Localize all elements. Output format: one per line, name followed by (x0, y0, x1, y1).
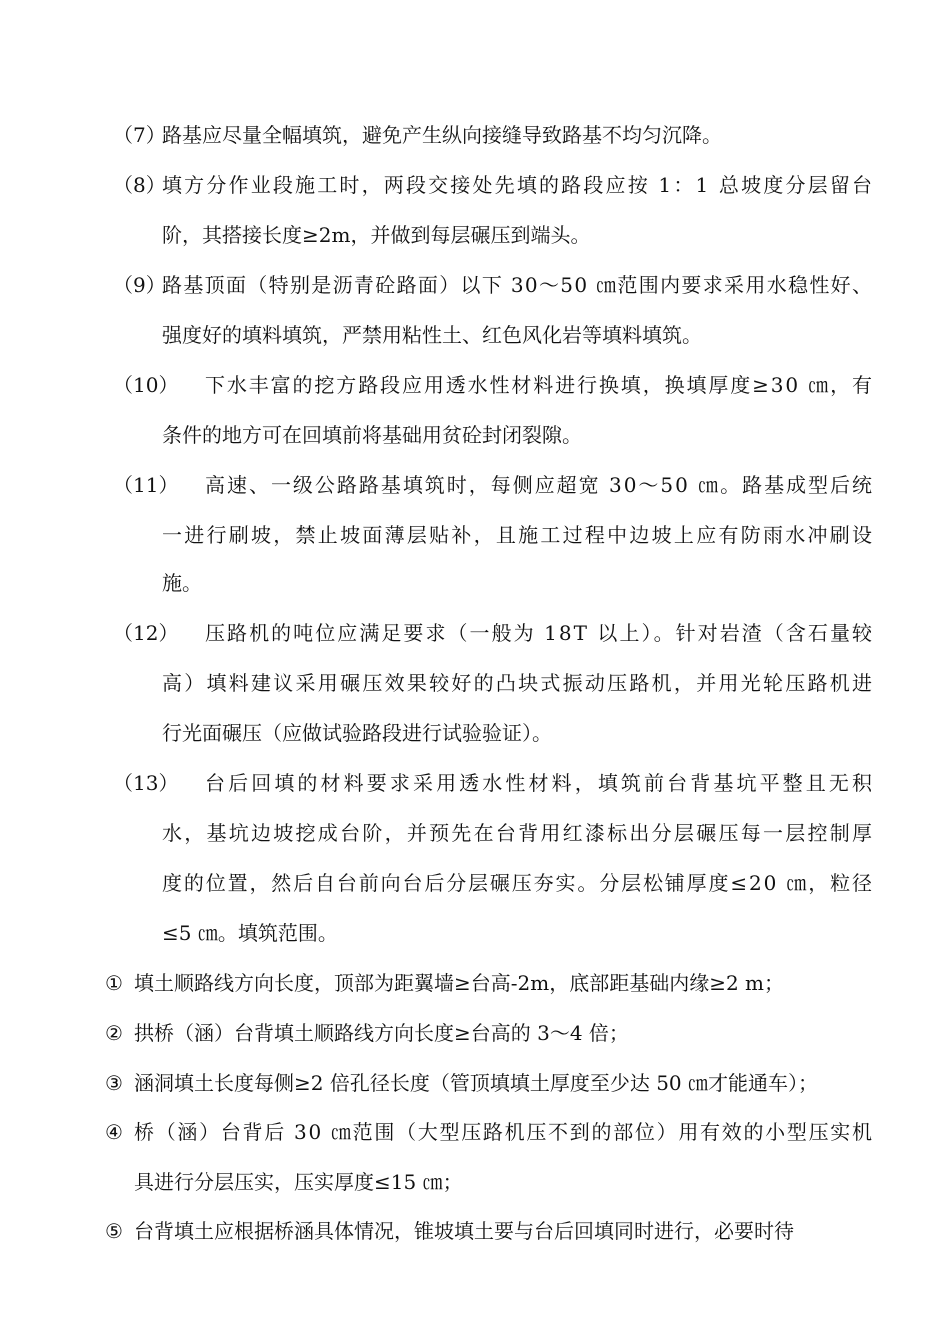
paragraph-item-text-line: 水，基坑边坡挖成台阶，并预先在台背用红漆标出分层碾压每一层控制厚 (162, 821, 875, 845)
paragraph-item-text-line: 一进行刷坡，禁止坡面薄层贴补，且施工过程中边坡上应有防雨水冲刷设 (162, 523, 875, 547)
paragraph-item-text-line: ≤5 ㎝。填筑范围。 (162, 921, 338, 945)
paragraph-item-text-line: 条件的地方可在回填前将基础用贫砼封闭裂隙。 (162, 423, 582, 447)
paragraph-item-text-line: 路基顶面（特别是沥青砼路面）以下 30～50 ㎝范围内要求采用水稳性好、 (162, 273, 874, 297)
paragraph-item-marker: （8） (113, 173, 166, 197)
paragraph-item-text-line: 度的位置，然后自台前向台后分层碾压夯实。分层松铺厚度≤20 ㎝，粒径 (162, 871, 874, 895)
circled-item-marker: ① (105, 971, 123, 995)
circled-item-text-line: 填土顺路线方向长度，顶部为距翼墙≥台高-2m，底部距基础内缘≥2 m； (134, 971, 785, 995)
paragraph-item-marker: （9） (113, 273, 166, 297)
circled-item-text-line: 具进行分层压实，压实厚度≤15 ㎝； (134, 1170, 463, 1194)
paragraph-item-text-line: 填方分作业段施工时，两段交接处先填的路段应按 1：1 总坡度分层留台 (162, 173, 875, 197)
paragraph-item-text-line: 下水丰富的挖方路段应用透水性材料进行换填，换填厚度≥30 ㎝，有 (205, 373, 874, 397)
circled-item-marker: ④ (105, 1120, 123, 1144)
circled-item-marker: ⑤ (105, 1219, 123, 1243)
paragraph-item-marker: （11） (113, 473, 179, 497)
circled-item-text-line: 拱桥（涵）台背填土顺路线方向长度≥台高的 3～4 倍； (134, 1021, 629, 1045)
paragraph-item-text-line: 台后回填的材料要求采用透水性材料，填筑前台背基坑平整且无积 (205, 771, 876, 795)
paragraph-item-text-line: 压路机的吨位应满足要求（一般为 18T 以上）。针对岩渣（含石量较 (205, 621, 875, 645)
paragraph-item-text-line: 强度好的填料填筑，严禁用粘性土、红色风化岩等填料填筑。 (162, 323, 702, 347)
paragraph-item-text-line: 阶，其搭接长度≥2m，并做到每层碾压到端头。 (162, 223, 591, 247)
paragraph-item-text-line: 高）填料建议采用碾压效果较好的凸块式振动压路机，并用光轮压路机进 (162, 671, 875, 695)
circled-item-text-line: 涵洞填土长度每侧≥2 倍孔径长度（管顶填填土厚度至少达 50 ㎝才能通车）； (134, 1071, 819, 1095)
paragraph-item-text-line: 路基应尽量全幅填筑，避免产生纵向接缝导致路基不均匀沉降。 (162, 123, 722, 147)
paragraph-item-marker: （12） (113, 621, 179, 645)
circled-item-text-line: 台背填土应根据桥涵具体情况，锥坡填土要与台后回填同时进行，必要时待 (134, 1219, 794, 1243)
circled-item-text-line: 桥（涵）台背后 30 ㎝范围（大型压路机压不到的部位）用有效的小型压实机 (134, 1120, 874, 1144)
circled-item-marker: ③ (105, 1071, 123, 1095)
paragraph-item-text-line: 高速、一级公路路基填筑时，每侧应超宽 30～50 ㎝。路基成型后统 (205, 473, 874, 497)
paragraph-item-marker: （7） (113, 123, 166, 147)
paragraph-item-marker: （13） (113, 771, 179, 795)
circled-item-marker: ② (105, 1021, 123, 1045)
paragraph-item-text-line: 施。 (162, 571, 202, 595)
paragraph-item-marker: （10） (113, 373, 179, 397)
paragraph-item-text-line: 行光面碾压（应做试验路段进行试验验证）。 (162, 721, 552, 745)
